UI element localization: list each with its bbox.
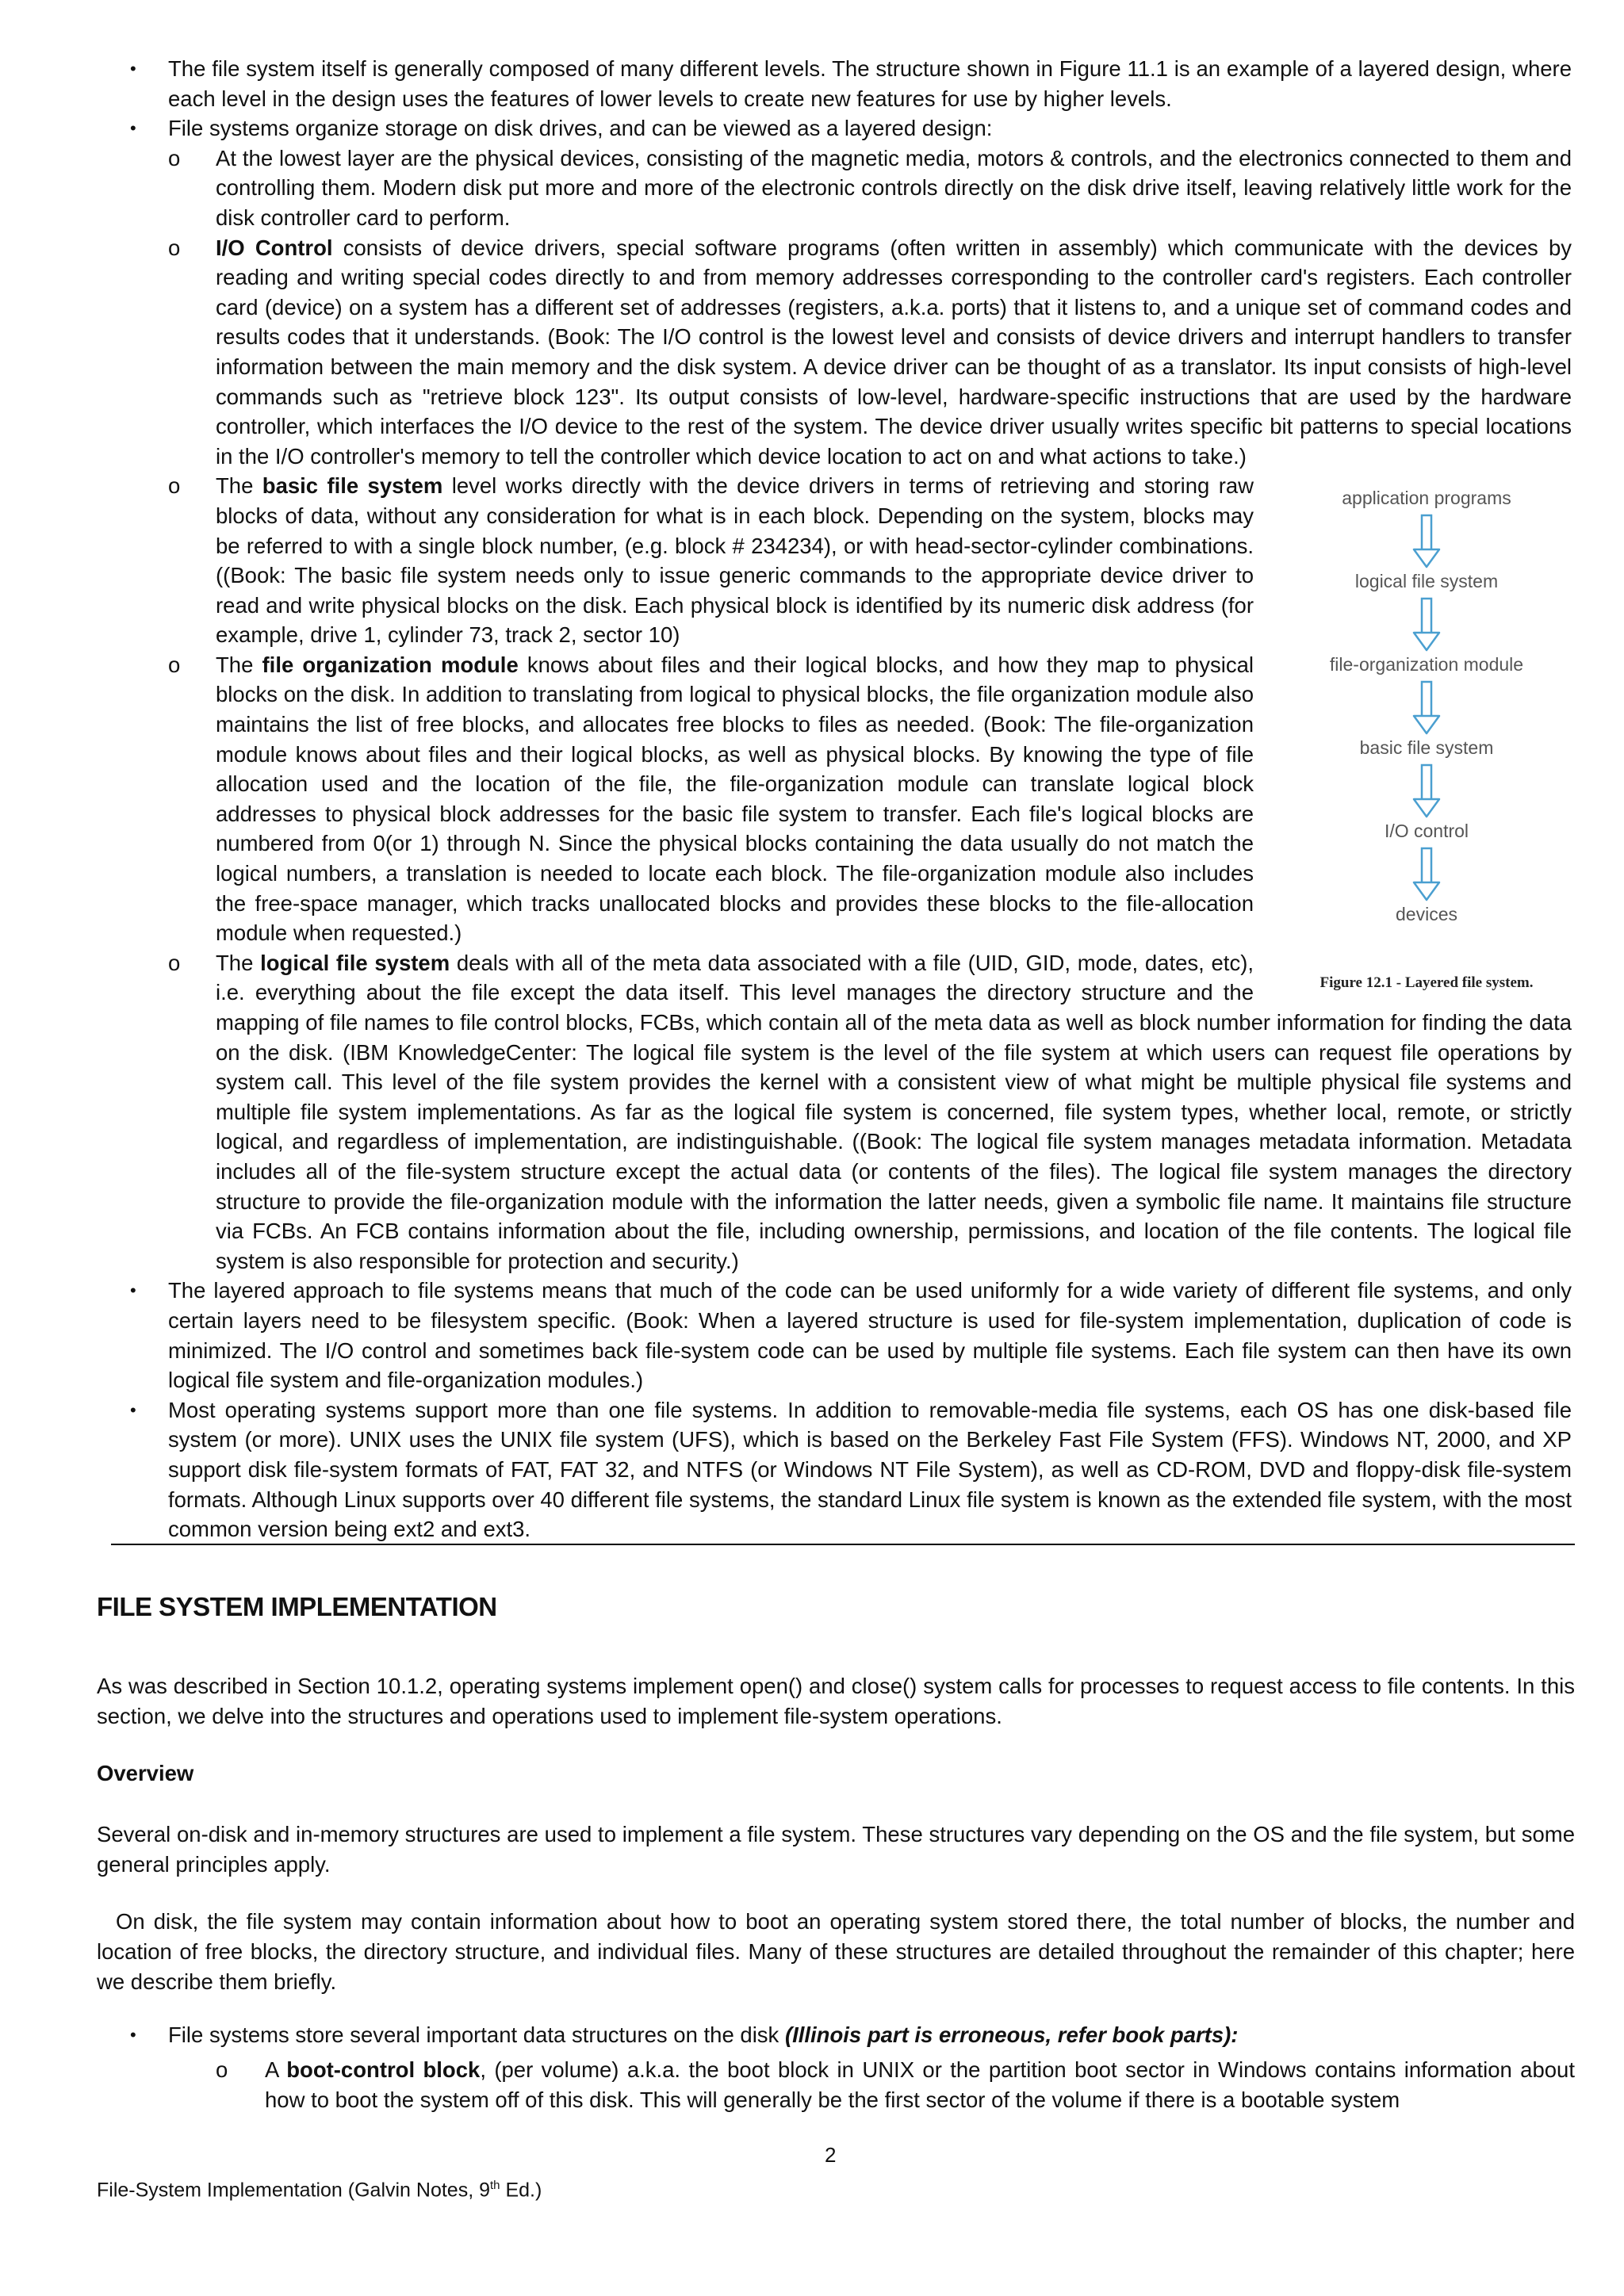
sub-item-text: deals with all of the meta data associated with a file (UID, GID, mode, dates, etc), i.e. everything about the file except the data itself. This level manages the directory structure and the mapping of file names to file control blocks, FCBs, which contain all of the meta data as well as block number information for finding the data on the disk. (IBM KnowledgeCenter: The logical file system is the level of the file system at which users can request file operations by system call. This level of the file system provides the kernel with a consistent view of what might be multiple physical file systems and multiple file system implementations. As far as the logical file system is concerned, file system types, whether local, remote, or strictly logical, and regardless of implementation, are indistinguishable. ((Book: The logical file system manages metadata information. Metadata includes all of the file-system structure except the actual data (or contents of the files). The logical file system manages the directory structure to provide the file-organization module with the information the latter needs, given a symbolic file name. It maintains file structure via FCBs. An FCB contains information about the file, including ownership, permissions, and location of the file contents. The logical file system is also responsible for protection and security.): [216, 950, 1572, 1273]
list-item: [97, 948, 1572, 1276]
page-number: 2: [825, 2143, 837, 2167]
overview-para-2: On disk, the file system may contain information about how to boot an operating system stored there, the total number of blocks, the number and location of free blocks, the directory structure, and individual files. Many of these structures are detailed throughout the remainder of this chapter; here we describe them briefly.: [97, 1909, 1575, 1994]
list-item: [97, 1276, 1572, 1395]
layer-sub-list: [168, 144, 1572, 1276]
footer-title-post: Ed.): [500, 2179, 542, 2202]
sub-item-text: level works directly with the device drivers in terms of retrieving and storing raw blocks of data, without any consideration for what is in each block. Depending on the system, blocks may be referred to with a single block number, (e.g. block # 234234), or with head-sector-cylinder combinations. ((Book: The basic file system needs only to issue generic commands to the appropriate device driver to read and write physical blocks on the disk. Each physical block is identified by its numeric disk address (for example, drive 1, cylinder 73, track 2, sector 10): [216, 473, 1254, 648]
figure-caption: Figure 12.1 - Layered file system.: [1320, 974, 1534, 992]
overview-heading: [97, 1758, 1575, 1789]
bullet-text: The layered approach to file systems means that much of the code can be used uniformly for a wide variety of different file systems, and only certain layers need to be filesystem specific. (Book: When a layered structure is used for file-system implementation, duplication of code is minimized. The I/O control and sometimes back file-system code can be used by multiple file systems. Each file system can then have its own logical file system and file-organization modules.): [168, 1278, 1572, 1393]
sub-item-pre: The: [216, 652, 262, 677]
overview-title: Overview: [97, 1761, 194, 1785]
bullet-glyph: •: [130, 1399, 136, 1420]
list-item: [97, 144, 1572, 233]
sub-item-io-control: [216, 233, 1572, 472]
bullet-text: File systems organize storage on disk drives, and can be viewed as a layered design:: [168, 116, 993, 141]
overview-para-1: Several on-disk and in-memory structures are used to implement a file system. These structures vary depending on the OS and the file system, but some general principles apply.: [97, 1822, 1575, 1877]
bullet-text: The file system itself is generally composed of many different levels. The structure shown in Figure 11.1 is an example of a layered design, where each level in the design uses the features of lower levels to create new features for use by higher levels.: [168, 56, 1572, 111]
footer-title-pre: File-System Implementation (Galvin Notes, 9: [97, 2179, 491, 2202]
sub-item-physical-devices: At the lowest layer are the physical devices, consisting of the magnetic media, motors & controls, and the electronics connected to them and controlling them. Modern disk put more and more of the electronic controls directly on the disk drive itself, leaving relatively little work for the disk controller card to perform.: [216, 145, 1572, 230]
figure-layer-label: devices: [1396, 904, 1457, 925]
down-arrow-icon: [1414, 599, 1439, 650]
section-heading: [97, 1592, 1575, 1624]
bullet-text: [168, 2020, 1575, 2050]
sub-item-text: , (per volume) a.k.a. the boot block in UNIX or the partition boot sector in Windows contains information about how to boot the system off of this disk. This will generally be the first sector of the volume if there is a bootable system: [265, 2057, 1575, 2112]
list-item: [97, 54, 1572, 113]
layered-design-notes: [97, 54, 1572, 1544]
sub-item-logical-file-system: [216, 948, 1572, 1276]
term-boot-control-block: boot-control block: [286, 2057, 481, 2082]
sub-bullet-glyph: o: [168, 652, 181, 677]
sub-bullet-glyph: o: [168, 145, 181, 170]
section-intro: As was described in Section 10.1.2, operating systems implement open() and close() system calls for processes to request access to file contents. In this section, we delve into the structures and operations used to implement file-system operations.: [97, 1674, 1575, 1728]
bullet-emphasis: (Illinois part is erroneous, refer book parts):: [784, 2022, 1239, 2047]
list-item: [97, 1395, 1572, 1544]
figure-layer-label: application programs: [1342, 488, 1511, 509]
bullet-text-main: File systems store several important data structures on the disk: [168, 2022, 785, 2047]
sub-item-file-organization-module: [216, 650, 1572, 948]
structures-sub-list: [168, 2055, 1575, 2115]
term-logical-file-system: logical file system: [260, 950, 450, 975]
figure-layer-label: file-organization module: [1329, 654, 1524, 675]
figure-layer-label: I/O control: [1384, 821, 1469, 842]
section-divider: [111, 1544, 1575, 1545]
bullet-glyph: •: [130, 118, 136, 139]
bullet-glyph: •: [130, 1280, 136, 1301]
data-structures-list: [97, 2020, 1575, 2115]
sub-item-pre: A: [265, 2057, 287, 2082]
list-item: [97, 233, 1572, 472]
sub-item-pre: The: [216, 950, 261, 975]
sub-item-text: consists of device drivers, special software programs (often written in assembly) which communicate with the devices by reading and writing special codes directly to and from memory addresses corresponding to the controller card's registers. Each controller card (device) on a system has a different set of addresses (registers, a.k.a. ports) that it listens to, and a unique set of command codes and results codes that it understands. (Book: The I/O control is the lowest level and consists of device drivers and interrupt handlers to transfer information between the main memory and the disk system. A device driver can be thought of as a translator. Its input consists of high-level commands such as "retrieve block 123". Its output consists of low-level, hardware-specific instructions that are used by the hardware controller, which interfaces the I/O device to the rest of the system. The device driver usually writes specific bit patterns to special locations in the I/O controller's memory to tell the controller which device location to act on and what actions to take.): [216, 235, 1572, 469]
figure-layer-label: logical file system: [1354, 571, 1499, 592]
term-basic-file-system: basic file system: [262, 473, 443, 499]
list-item: [97, 650, 1572, 948]
sub-bullet-glyph: o: [168, 473, 181, 499]
list-item: [97, 2020, 1575, 2115]
sub-bullet-glyph: o: [168, 950, 181, 975]
section-title: FILE SYSTEM IMPLEMENTATION: [97, 1592, 497, 1621]
term-io-control: I/O Control: [216, 235, 333, 260]
bullet-text: Most operating systems support more than one file systems. In addition to removable-media file systems, each OS has one disk-based file system (or more). UNIX uses the UNIX file system (UFS), which is based on the Berkeley Fast File System (FFS). Windows NT, 2000, and XP support disk file-system formats of FAT, FAT 32, and NTFS (or Windows NT File System), as well as CD-ROM, DVD and floppy-disk file-system formats. Although Linux supports over 40 different file systems, the standard Linux file system is known as the extended file system, with the most common version being ext2 and ext3.: [168, 1397, 1572, 1542]
top-bullet-list: [97, 54, 1572, 1544]
sub-bullet-glyph: o: [168, 235, 181, 260]
sub-item-pre: The: [216, 473, 262, 499]
figure-layer-label: basic file system: [1359, 737, 1494, 759]
bullet-glyph: •: [130, 2025, 136, 2045]
term-file-organization-module: file organization module: [262, 652, 519, 677]
footer-title: [97, 2179, 542, 2202]
footer-title-sup: th: [490, 2179, 500, 2192]
bullet-glyph: •: [130, 59, 136, 78]
sub-item-text: knows about files and their logical blocks, and how they map to physical blocks on the disk. In addition to translating from logical to physical blocks, the file organization module also maintains the list of free blocks, and allocates free blocks to files as needed. (Book: The file-organization module knows about files and their logical blocks, as well as physical blocks. By knowing the type of file allocation used and the location of the file, the file-organization module can translate logical block addresses to physical block addresses for the basic file system to transfer. Each file's logical blocks are numbered from 0(or 1) through N. Since the physical blocks containing the data usually do not match the logical numbers, a translation is needed to locate each block. The file-organization module also includes the free-space manager, which tracks unallocated blocks and provides these blocks to the file-allocation module when requested.): [216, 652, 1254, 946]
sub-bullet-glyph: o: [216, 2057, 228, 2082]
list-item: [97, 113, 1572, 1276]
down-arrow-icon: [1414, 515, 1439, 567]
list-item: [97, 2055, 1575, 2115]
structures-bullet-list: [97, 2020, 1575, 2115]
sub-item-boot-control-block: [265, 2055, 1575, 2115]
